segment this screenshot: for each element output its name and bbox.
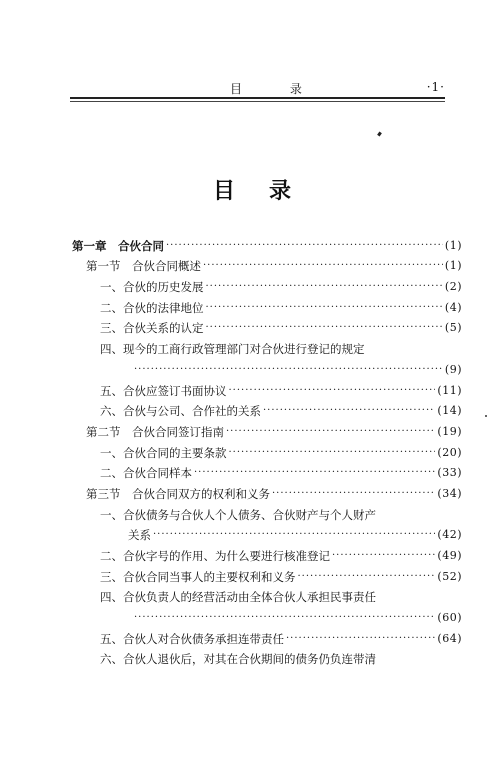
toc-entry-label: 第一章 合伙合同 — [72, 238, 164, 253]
toc-entry-label: 第三节 合伙合同双方的权利和义务 — [86, 486, 270, 501]
scan-speck — [377, 132, 382, 137]
toc-entry-label: 五、合伙应签订书面协议 — [100, 383, 227, 398]
toc-entry-label: 第一节 合伙合同概述 — [86, 259, 201, 274]
toc-entry-label: 五、合伙人对合伙债务承担连带责任 — [100, 631, 284, 646]
toc-entry-label: 四、现今的工商行政管理部门对合伙进行登记的规定 — [100, 342, 365, 357]
header-rule-thick — [70, 97, 445, 99]
toc-page-number: (1) — [444, 259, 462, 273]
toc-page-number: (14) — [437, 404, 462, 418]
toc-entry[interactable] — [72, 377, 462, 398]
header-rule-thin — [70, 101, 445, 102]
header-title: 目 录 — [230, 82, 324, 96]
toc-page-number: (64) — [437, 631, 462, 645]
toc-entry[interactable] — [72, 294, 462, 315]
toc-entry[interactable] — [72, 625, 462, 646]
toc-entry[interactable] — [72, 501, 462, 522]
toc-dot-leader — [226, 425, 435, 439]
toc-dot-leader — [286, 632, 435, 646]
toc-entry-label: 第二节 合伙合同签订指南 — [86, 424, 224, 439]
toc-entry[interactable] — [72, 522, 462, 543]
toc-page-number: (49) — [437, 549, 462, 562]
toc-dot-leader — [206, 321, 443, 335]
toc-dot-leader — [206, 301, 443, 315]
toc-dot-leader — [229, 384, 436, 398]
toc-entry[interactable] — [72, 273, 462, 294]
toc-page-number: (9) — [444, 362, 462, 376]
toc-entry-label: 二、合伙合同样本 — [100, 466, 192, 481]
toc-page-number: (42) — [437, 528, 462, 542]
toc-entry[interactable] — [72, 335, 462, 356]
header-page-number: ·1· — [426, 80, 445, 94]
toc-entry-label: 三、合伙合同当事人的主要权利和义务 — [100, 569, 296, 584]
scan-speck — [485, 415, 487, 417]
toc-entry[interactable] — [72, 398, 462, 419]
toc-entry-label: 二、合伙字号的作用、为什么要进行核准登记 — [100, 549, 330, 563]
running-header — [70, 76, 445, 96]
toc-dot-leader — [229, 446, 436, 460]
toc-page-number: (1) — [444, 238, 462, 252]
toc-entry[interactable] — [72, 563, 462, 584]
toc-page-number: (4) — [444, 300, 462, 314]
toc-entry[interactable] — [72, 646, 462, 667]
toc-dot-leader — [153, 528, 435, 542]
toc-page-number: (60) — [437, 611, 462, 625]
toc-page-number: (20) — [437, 445, 462, 459]
toc-entry-label: 一、合伙的历史发展 — [100, 280, 204, 295]
toc-dot-leader — [134, 363, 443, 377]
toc-dot-leader — [166, 239, 443, 253]
toc-entry[interactable] — [72, 356, 462, 377]
toc-page-number: (19) — [437, 424, 462, 438]
toc-dot-leader — [206, 280, 443, 294]
toc-page-number: (33) — [437, 466, 462, 480]
toc-entry[interactable] — [72, 584, 462, 605]
toc-dot-leader — [332, 549, 435, 563]
toc-entry[interactable] — [72, 460, 462, 481]
toc-dot-leader — [194, 466, 435, 480]
toc-entry-label: 二、合伙的法律地位 — [100, 300, 204, 315]
toc-entry[interactable] — [72, 315, 462, 336]
toc-entry[interactable] — [72, 480, 462, 501]
toc-entry-label: 六、合伙与公司、合作社的关系 — [100, 404, 261, 419]
toc-dot-leader — [134, 611, 435, 625]
toc-page-number: (2) — [444, 280, 462, 294]
toc-page-number: (34) — [437, 486, 462, 500]
page-title: 目录 — [212, 179, 325, 204]
toc-entry-label: 四、合伙负责人的经营活动由全体合伙人承担民事责任 — [100, 590, 376, 605]
toc-page-number: (5) — [444, 321, 462, 335]
toc-entry[interactable] — [72, 418, 462, 439]
toc-entry[interactable] — [72, 253, 462, 274]
toc-entry-label: 一、合伙合同的主要条款 — [100, 445, 227, 460]
toc-page-number: (11) — [437, 383, 462, 397]
toc-entry[interactable] — [72, 542, 462, 563]
table-of-contents — [72, 232, 462, 666]
toc-entry[interactable] — [72, 439, 462, 460]
toc-dot-leader — [263, 404, 435, 418]
toc-page-number: (52) — [437, 569, 462, 583]
toc-entry-label: 关系 — [128, 528, 151, 543]
toc-entry-label: 六、合伙人退伙后，对其在合伙期间的债务仍负连带清 — [100, 652, 376, 667]
toc-dot-leader — [298, 570, 436, 584]
toc-entry-label: 三、合伙关系的认定 — [100, 321, 204, 336]
toc-dot-leader — [272, 487, 435, 501]
toc-entry[interactable] — [72, 232, 462, 253]
toc-entry-label: 一、合伙债务与合伙人个人债务、合伙财产与个人财产 — [100, 507, 376, 522]
toc-entry[interactable] — [72, 604, 462, 625]
toc-dot-leader — [203, 259, 443, 273]
